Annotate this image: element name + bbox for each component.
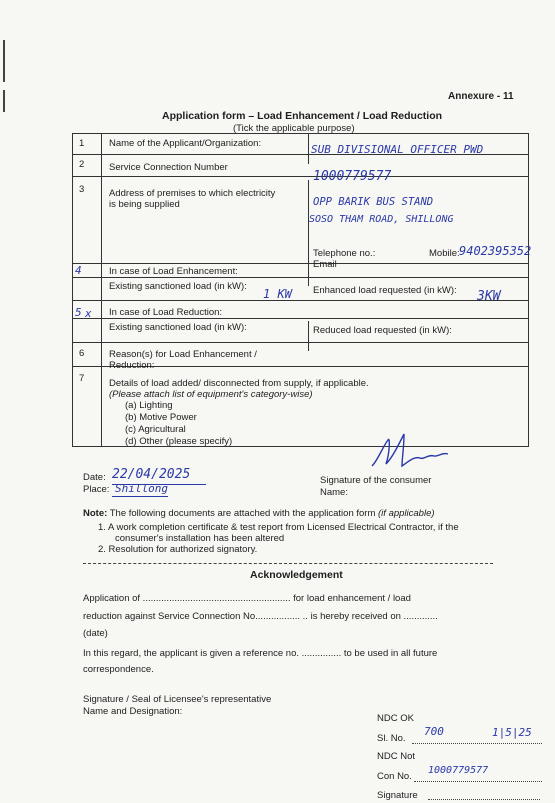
enhanced-load-label: Enhanced load requested (in kW): [313, 285, 457, 296]
place-underline [112, 496, 168, 497]
row-number: 1 [79, 138, 85, 149]
punch-mark [3, 40, 5, 82]
telephone-label: Telephone no.: [313, 248, 376, 259]
note-italic: (if applicable) [378, 508, 435, 519]
existing-load-value: 1 KW [263, 287, 292, 301]
reason-label-2: Reduction: [109, 360, 155, 371]
service-connection-value: 1000779577 [313, 169, 392, 184]
form-subtitle: (Tick the applicable purpose) [233, 123, 355, 134]
sl-no-dots [412, 743, 542, 744]
reason-label: Reason(s) for Load Enhancement / [109, 349, 257, 360]
applicant-name-value: SUB DIVISIONAL OFFICER PWD [311, 143, 484, 156]
ack-line: (date) [83, 628, 108, 639]
licensee-name-label: Name and Designation: [83, 706, 183, 717]
form-title: Application form – Load Enhancement / Load Reduction [162, 110, 443, 122]
sl-no-value: 700 [424, 725, 444, 738]
date-value: 22/04/2025 [112, 467, 191, 482]
reduction-mark: x [85, 307, 92, 320]
load-category-item: (d) Other (please specify) [125, 436, 233, 447]
office-signature-dots [428, 799, 540, 800]
row-number: 2 [79, 159, 85, 170]
applicant-name-label: Name of the Applicant/Organization: [109, 138, 262, 149]
existing-load-label-reduction: Existing sanctioned load (in kW): [109, 322, 247, 333]
reduction-label: In case of Load Reduction: [109, 307, 223, 318]
service-connection-label: Service Connection Number [109, 162, 228, 173]
load-category-item: (a) Lighting [125, 400, 173, 411]
place-label: Place: [83, 484, 110, 495]
row-number: 6 [79, 348, 85, 359]
load-details-note: (Please attach list of equipment's category-wise) [109, 389, 313, 400]
existing-load-label: Existing sanctioned load (in kW): [109, 281, 247, 292]
reduced-load-label: Reduced load requested (in kW): [313, 325, 452, 336]
load-category-item: (c) Agricultural [125, 424, 186, 435]
address-label-2: is being supplied [109, 199, 180, 210]
row-number: 7 [79, 373, 85, 384]
email-label: Email [313, 259, 337, 270]
ack-line: reduction against Service Connection No................. .. is hereby received on ............. [83, 611, 438, 622]
mobile-value: 9402395352 [459, 244, 532, 258]
address-value: OPP BARIK BUS STAND [313, 196, 434, 208]
ndc-not-label: NDC Not [377, 751, 416, 762]
enhancement-label: In case of Load Enhancement: [109, 266, 238, 277]
date-underline [112, 484, 206, 485]
note-item-1: 1. A work completion certificate & test report from Licensed Electrical Contractor, if the [98, 522, 459, 533]
note-text [83, 508, 435, 519]
con-no-value: 1000779577 [428, 765, 489, 776]
enhanced-load-value: 3KW [477, 289, 501, 304]
ack-line: correspondence. [83, 664, 154, 675]
load-details-label: Details of load added/ disconnected from supply, if applicable. [109, 378, 369, 389]
row-number: 5 [75, 306, 82, 319]
load-category-item: (b) Motive Power [125, 412, 197, 423]
ack-line: Application of ........................................................ for load enhancement / load [83, 593, 411, 604]
consumer-name-label: Name: [320, 487, 348, 498]
note-item-1-cont: consumer's installation has been altered [115, 533, 285, 544]
annexure-label: Annexure - 11 [448, 91, 514, 102]
mobile-label: Mobile: [429, 248, 460, 259]
sl-no-label: Sl. No. [377, 733, 406, 744]
ack-line: In this regard, the applicant is given a reference no. ............... to be used in all future [83, 648, 438, 659]
row-number: 4 [75, 264, 82, 277]
row-number: 3 [79, 184, 85, 195]
punch-mark [3, 90, 5, 112]
note-label: Note: [83, 508, 108, 519]
divider [83, 563, 493, 564]
consumer-signature [368, 430, 450, 476]
date-label: Date: [83, 472, 106, 483]
application-table [72, 133, 532, 447]
con-no-dots [414, 781, 542, 782]
note-body: The following documents are attached with the application form [109, 508, 376, 519]
office-signature-label: Signature [377, 790, 418, 801]
sl-no-date: 1|5|25 [492, 726, 532, 739]
con-no-label: Con No. [377, 771, 412, 782]
licensee-signature-label: Signature / Seal of Licensee's representative [83, 694, 272, 705]
acknowledgement-title: Acknowledgement [250, 569, 343, 581]
note-item-2: 2. Resolution for authorized signatory. [98, 544, 258, 555]
ndc-ok-label: NDC OK [377, 713, 414, 724]
address-value-2: SOSO THAM ROAD, SHILLONG [309, 214, 454, 225]
address-label: Address of premises to which electricity [109, 188, 276, 199]
consumer-signature-label: Signature of the consumer [320, 475, 432, 486]
place-value: Shillong [115, 482, 168, 495]
